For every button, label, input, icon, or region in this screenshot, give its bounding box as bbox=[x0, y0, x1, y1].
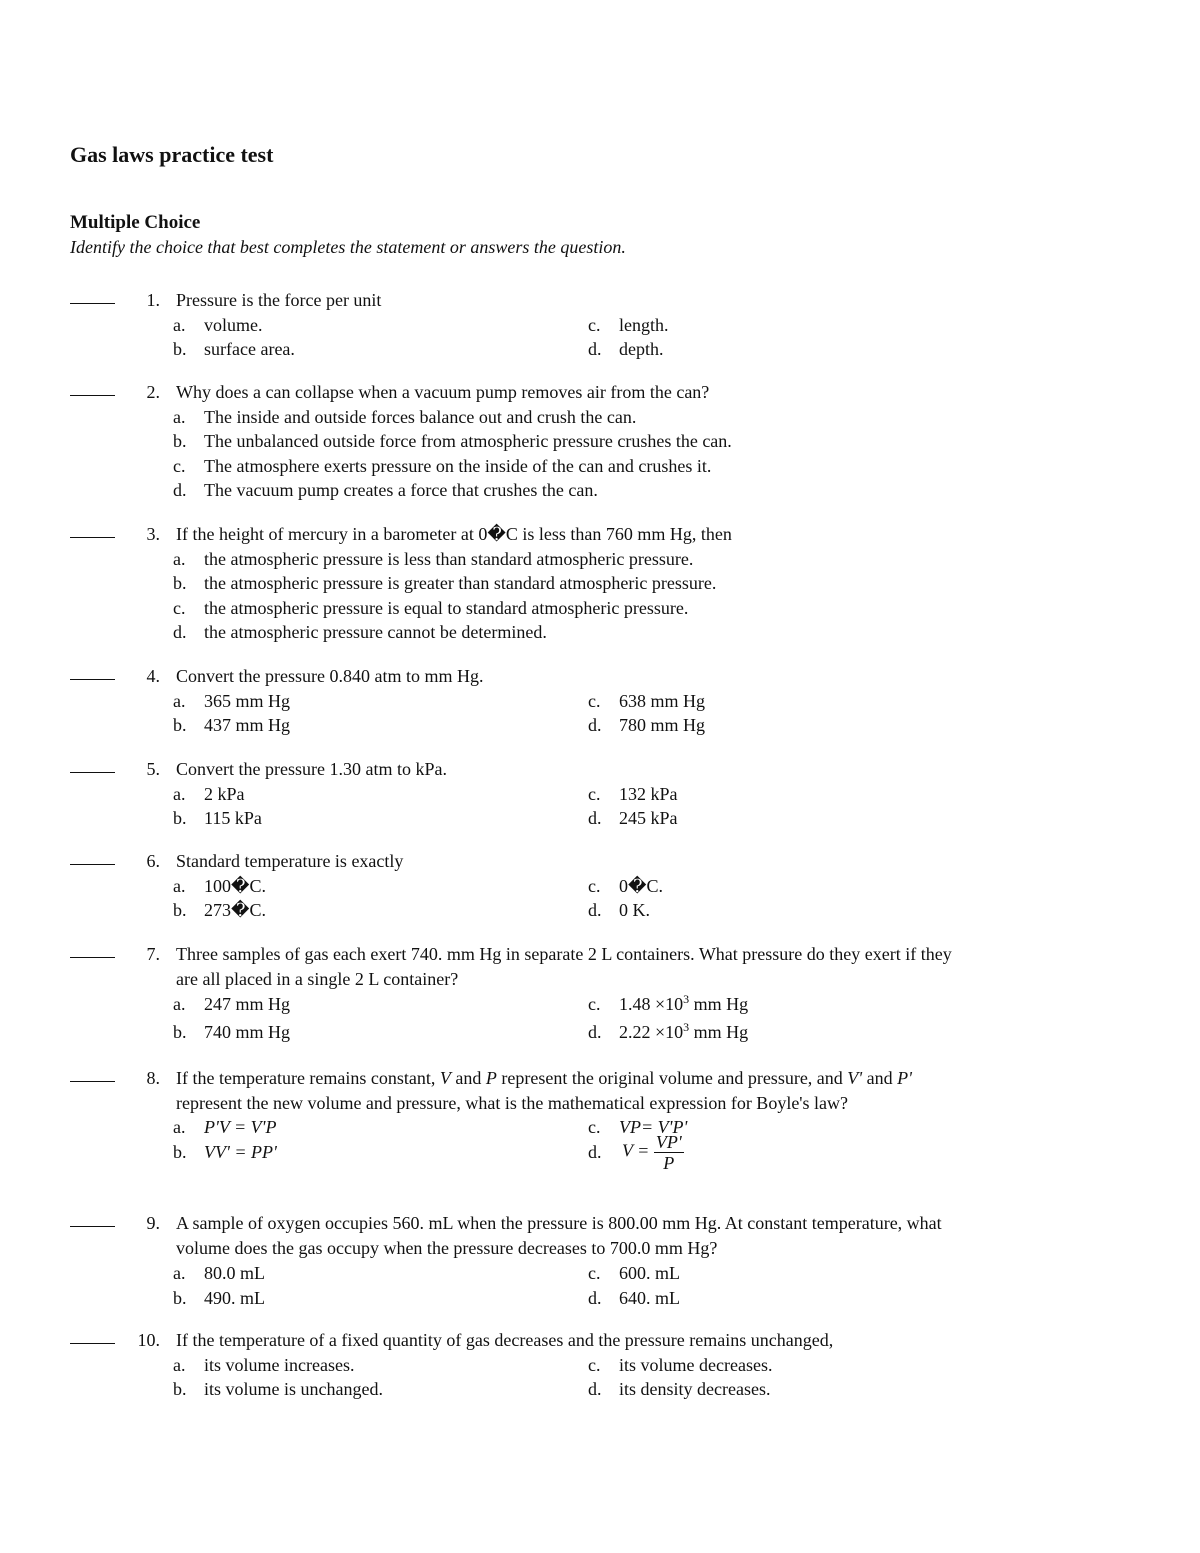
fraction bbox=[654, 1132, 684, 1173]
answer-blank[interactable] bbox=[70, 1081, 115, 1082]
question-number: 6. bbox=[146, 851, 160, 871]
exponent: 3 bbox=[683, 1020, 690, 1034]
question-text-line-1: If the temperature remains constant, V and P represent the original volume and pressure, and V' and P' bbox=[176, 1068, 913, 1088]
question-text-line-2: are all placed in a single 2 L container? bbox=[176, 968, 459, 989]
answer-blank[interactable] bbox=[70, 1343, 115, 1344]
answer-blank[interactable] bbox=[70, 772, 115, 773]
test-page: Gas laws practice test Multiple Choice Identify the choice that best completes the statement or answers the question. 1. Pressure is the force per unit a. volume. b. surface area. c. length. d. depth. 2. Why does a can collapse when a vacuum pump removes air from the can? a. The inside and outside forces balance out and crush the can. b. The unbalanced outside force from atmospheric pressure crushes the can. c. The atmosphere exerts pressure on the inside of the can and crushes it. d. The vacuum pump creates a force that crushes the can. 3. If the height of mercury in a barometer at 0�C is less than 760 mm Hg, then a. the atmospheric pressure is less than standard atmospheric pressure. b. the atmospheric pressure is greater than standard atmospheric pressure. c. the atmospheric pressure is equal to standard atmospheric pressure. d. the atmospheric pressure cannot be determined. 4. Convert the pressure 0.840 atm to mm Hg. a. 365 mm Hg b. 437 mm Hg c. 638 mm Hg d. 780 mm Hg 5. Convert the pressure 1.30 atm to kPa. a. 2 kPa b. 115 kPa c. 132 kPa d. 245 kPa 6. Standard temperature is exactly a. 100�C. b. 273�C. c. 0�C. d. 0 K. 7. Three samples of gas each exert 740. mm Hg in separate 2 L containers. What pressure do they exert if they are all placed in a single 2 L container? a. 247 mm Hg b. 740 mm Hg c. $1.48 \times 10^3$ mm Hg d. $2.22 \times 10^3$ mm Hg 8. If the temperature remains constant, V and P represent the original volume and pressure, and V' and P' represent the new volume and pressure, what is the mathematical expression for Boyle's law? a. P'V = V'P b. VV' = PP' c. VP= V'P' d. V = $\frac{VP'}{P}$ 9. A sample of oxygen occupies 560. mL when the pressure is 800.00 mm Hg. At constant temperature, what volume does the gas occupy when the pressure decreases to 700.0 mm Hg? a. 80.0 mL b. 490. mL c. 600. mL d. 640. mL 10. If the temperature of a fixed quantity of gas decreases and the pressure remains unchanged, a. its volume increases. b. its volume is unchanged. c. its volume decreases. d. its density decreases. bbox=[0, 0, 1200, 1553]
question-number: 5. bbox=[146, 759, 160, 779]
question-text bbox=[176, 942, 1116, 991]
question-text bbox=[176, 1211, 1116, 1260]
fraction-numerator: VP' bbox=[655, 1131, 682, 1152]
question-text: If the temperature of a fixed quantity of gas decreases and the pressure remains unchanged, bbox=[176, 1330, 834, 1350]
question-text-line-1: A sample of oxygen occupies 560. mL when the pressure is 800.00 mm Hg. At constant temperature, what bbox=[176, 1213, 942, 1233]
question-text-line-2: represent the new volume and pressure, what is the mathematical expression for Boyle's law? bbox=[176, 1092, 849, 1113]
question-number: 2. bbox=[146, 382, 160, 402]
question-text-line-1: Three samples of gas each exert 740. mm Hg in separate 2 L containers. What pressure do they exert if they bbox=[176, 944, 952, 964]
page-title: Gas laws practice test bbox=[70, 142, 274, 167]
answer-blank[interactable] bbox=[70, 864, 115, 865]
question-text: If the height of mercury in a barometer at 0�C is less than 760 mm Hg, then bbox=[176, 524, 732, 544]
question-text: Pressure is the force per unit bbox=[176, 290, 382, 310]
question-text: Why does a can collapse when a vacuum pump removes air from the can? bbox=[176, 382, 710, 402]
question-number: 4. bbox=[146, 666, 160, 686]
question-text-line-2: volume does the gas occupy when the pressure decreases to 700.0 mm Hg? bbox=[176, 1237, 718, 1258]
exponent: 3 bbox=[683, 992, 690, 1006]
question-number: 9. bbox=[146, 1213, 160, 1233]
answer-blank[interactable] bbox=[70, 537, 115, 538]
answer-blank[interactable] bbox=[70, 395, 115, 396]
answer-blank[interactable] bbox=[70, 303, 115, 304]
answer-blank[interactable] bbox=[70, 1226, 115, 1227]
section-heading: Multiple Choice bbox=[70, 212, 201, 233]
fraction-denominator: P bbox=[663, 1152, 675, 1173]
question-number: 10. bbox=[137, 1330, 160, 1350]
question-text: Standard temperature is exactly bbox=[176, 851, 404, 871]
question-text: Convert the pressure 1.30 atm to kPa. bbox=[176, 759, 447, 779]
instructions: Identify the choice that best completes the statement or answers the question. bbox=[70, 237, 626, 257]
formula-lhs: V = bbox=[622, 1140, 650, 1161]
question-text bbox=[176, 1066, 1116, 1115]
question-number: 1. bbox=[146, 290, 160, 310]
question-number: 8. bbox=[146, 1068, 160, 1088]
question-number: 7. bbox=[146, 944, 160, 964]
question-text: Convert the pressure 0.840 atm to mm Hg. bbox=[176, 666, 484, 686]
answer-blank[interactable] bbox=[70, 679, 115, 680]
question-number: 3. bbox=[146, 524, 160, 544]
answer-blank[interactable] bbox=[70, 957, 115, 958]
